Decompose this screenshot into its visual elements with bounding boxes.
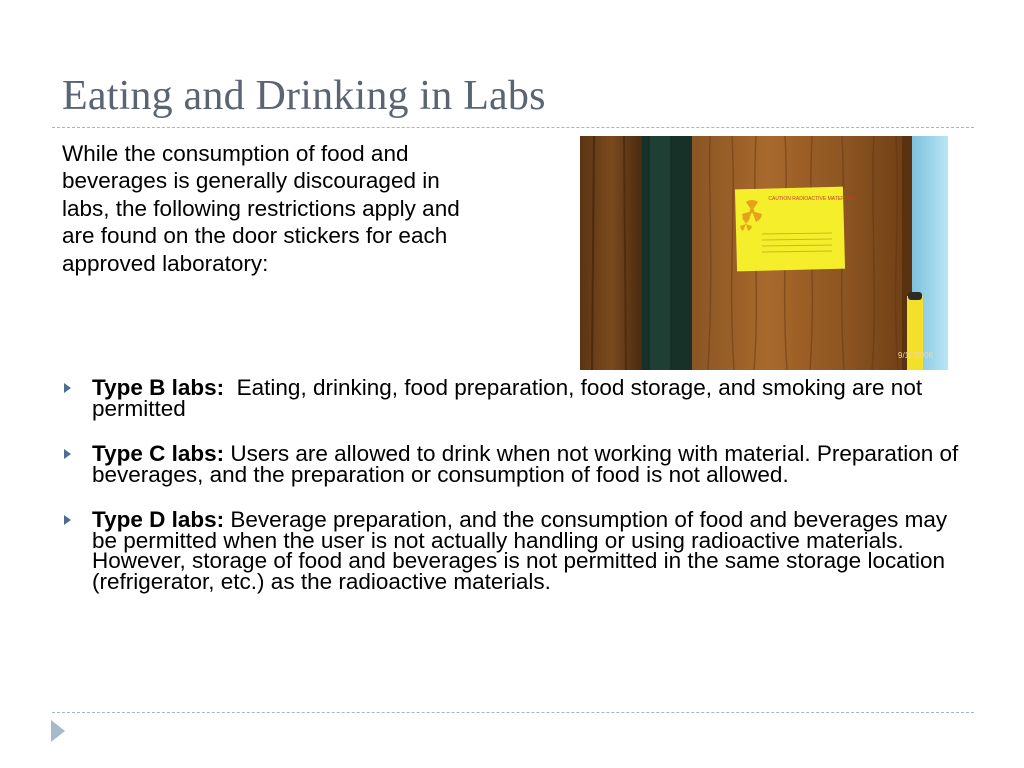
lab-door-photo: [580, 136, 948, 370]
triangle-bullet-icon: [64, 449, 71, 459]
list-item: [62, 507, 972, 594]
lab-type-rule: Users are allowed to drink when not working with material. Preparation of beverages, and the preparation or consumption of food is not allowed.: [92, 441, 959, 487]
next-slide-arrow-icon[interactable]: [51, 720, 65, 742]
slide-title: Eating and Drinking in Labs: [62, 73, 546, 119]
lab-type-rule: Eating, drinking, food preparation, food storage, and smoking are not permitted: [92, 375, 923, 421]
lab-type-term: Type B labs:: [92, 375, 225, 400]
intro-paragraph: While the consumption of food and beverages is generally discouraged in labs, the following restrictions apply and are found on the door stickers for each approved laboratory:: [62, 141, 460, 276]
restrictions-list: [62, 375, 972, 617]
lab-type-term: Type D labs:: [92, 507, 225, 532]
lab-type-rule: Beverage preparation, and the consumption of food and beverages may be permitted when the user is not actually handling or using radioactive materials. However, storage of food and beverages is not permitted in the same storage location (refrigerator, etc.) as the radioactive materials.: [92, 507, 948, 594]
lab-type-term: Type C labs:: [92, 441, 225, 466]
list-item: [62, 441, 972, 487]
title-divider: [52, 127, 974, 128]
triangle-bullet-icon: [64, 515, 71, 525]
photo-date-stamp: 9/11/2006: [898, 351, 933, 360]
list-item: [62, 375, 972, 421]
triangle-bullet-icon: [64, 383, 71, 393]
caution-sign: [735, 187, 856, 272]
footer-divider: [52, 712, 974, 713]
sign-text: CAUTION RADIOACTIVE MATERIALS: [768, 196, 856, 202]
